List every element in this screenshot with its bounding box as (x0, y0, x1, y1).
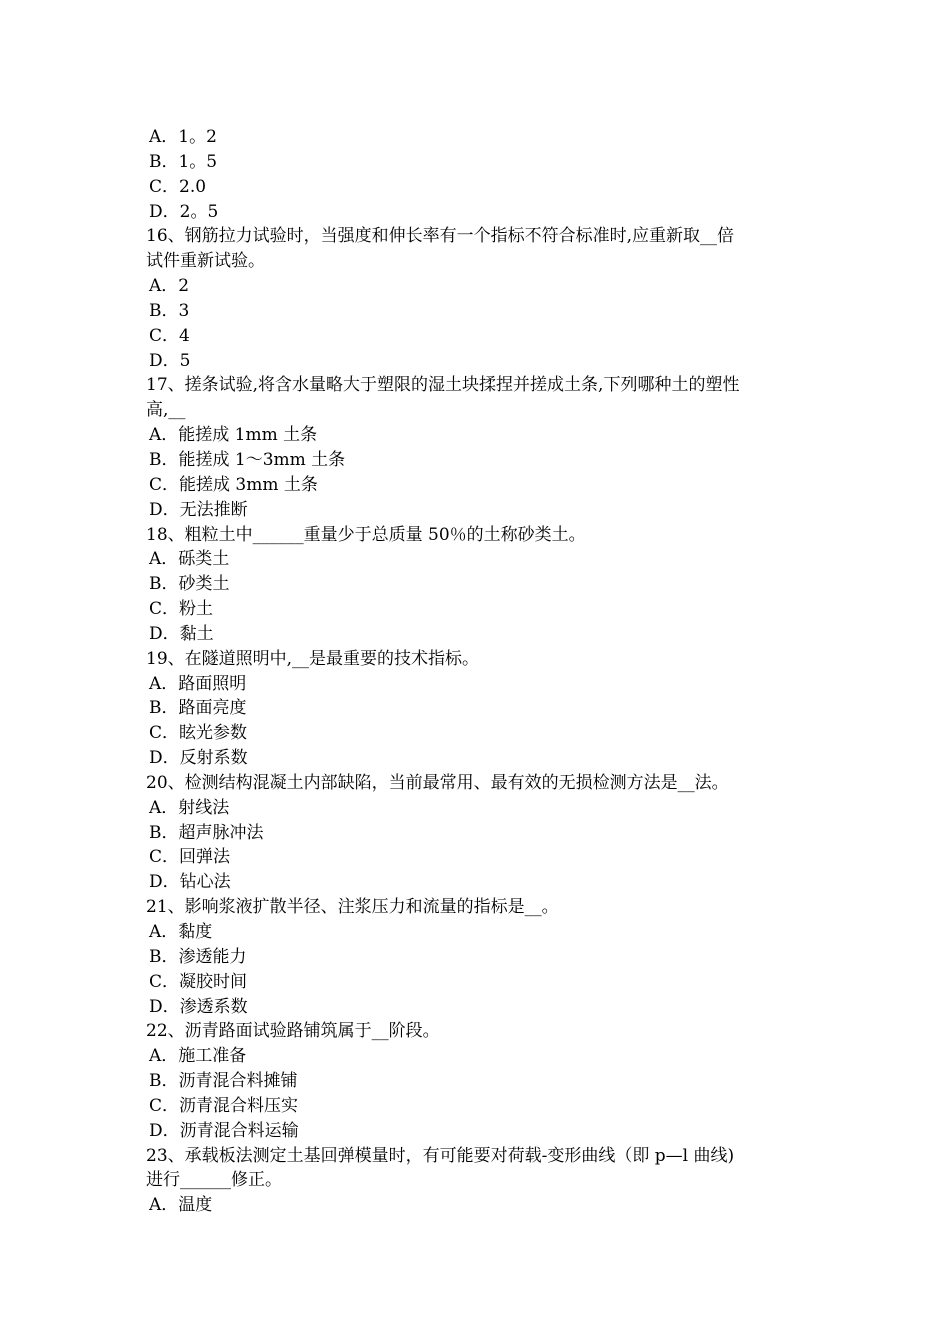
question-text: 23、承载板法测定土基回弹模量时，有可能要对荷载-变形曲线（即 p—l 曲线) (146, 1145, 735, 1166)
question-text: 试件重新试验。 (146, 251, 265, 272)
answer-option: A．射线法 (149, 797, 230, 818)
answer-option: D．黏土 (149, 623, 214, 644)
answer-option: D．渗透系数 (149, 996, 248, 1017)
answer-option: A．黏度 (149, 922, 213, 942)
question-text: 17、搓条试验,将含水量略大于塑限的湿土块揉捏并搓成土条,下列哪种土的塑性 (146, 375, 740, 396)
answer-option: B．超声脉冲法 (149, 822, 264, 843)
question-text: 进行______修正。 (146, 1170, 282, 1191)
question-text: 22、沥青路面试验路铺筑属于__阶段。 (146, 1021, 440, 1042)
answer-option: B．砂类土 (149, 574, 230, 595)
question-text: 16、钢筋拉力试验时，当强度和伸长率有一个指标不符合标准时,应重新取__倍 (146, 226, 735, 247)
answer-option: B．沥青混合料摊铺 (149, 1071, 298, 1092)
answer-option: C．4 (149, 325, 190, 346)
answer-option: B．3 (149, 300, 190, 321)
answer-option: C．2.0 (149, 176, 207, 197)
answer-option: A．砾类土 (149, 549, 230, 570)
answer-option: A．路面照明 (149, 673, 247, 694)
question-text: 高,__ (146, 400, 186, 421)
answer-option: C．沥青混合料压实 (149, 1095, 299, 1116)
answer-option: D．5 (149, 350, 191, 371)
answer-option: C．凝胶时间 (149, 971, 248, 992)
question-text: 19、在隧道照明中,__是最重要的技术指标。 (146, 648, 480, 669)
answer-option: A．1。2 (149, 127, 217, 147)
question-text: 21、影响浆液扩散半径、注浆压力和流量的指标是__。 (146, 897, 559, 918)
answer-option: D．无法推断 (149, 499, 248, 520)
answer-option: C．眩光参数 (149, 723, 248, 744)
answer-option: D．沥青混合料运输 (149, 1120, 299, 1141)
answer-option: B．渗透能力 (149, 946, 247, 967)
answer-option: D．钻心法 (149, 872, 231, 893)
answer-option: B．路面亮度 (149, 698, 247, 719)
question-text: 18、粗粒土中______重量少于总质量 50％的土称砂类土。 (146, 524, 586, 545)
answer-option: A．施工准备 (149, 1046, 247, 1067)
answer-option: A．温度 (149, 1195, 213, 1216)
answer-option: B．1。5 (149, 151, 218, 172)
answer-option: B．能搓成 1～3mm 土条 (149, 449, 346, 470)
answer-option: C．粉土 (149, 599, 214, 620)
answer-option: C．能搓成 3mm 土条 (149, 474, 318, 495)
answer-option: A．能搓成 1mm 土条 (149, 425, 318, 446)
answer-option: A．2 (149, 276, 190, 297)
question-text: 20、检测结构混凝土内部缺陷，当前最常用、最有效的无损检测方法是__法。 (146, 772, 729, 793)
answer-option: D．反射系数 (149, 748, 248, 769)
answer-option: C．回弹法 (149, 847, 231, 868)
document-page (146, 125, 816, 1218)
answer-option: D．2。5 (149, 201, 219, 222)
